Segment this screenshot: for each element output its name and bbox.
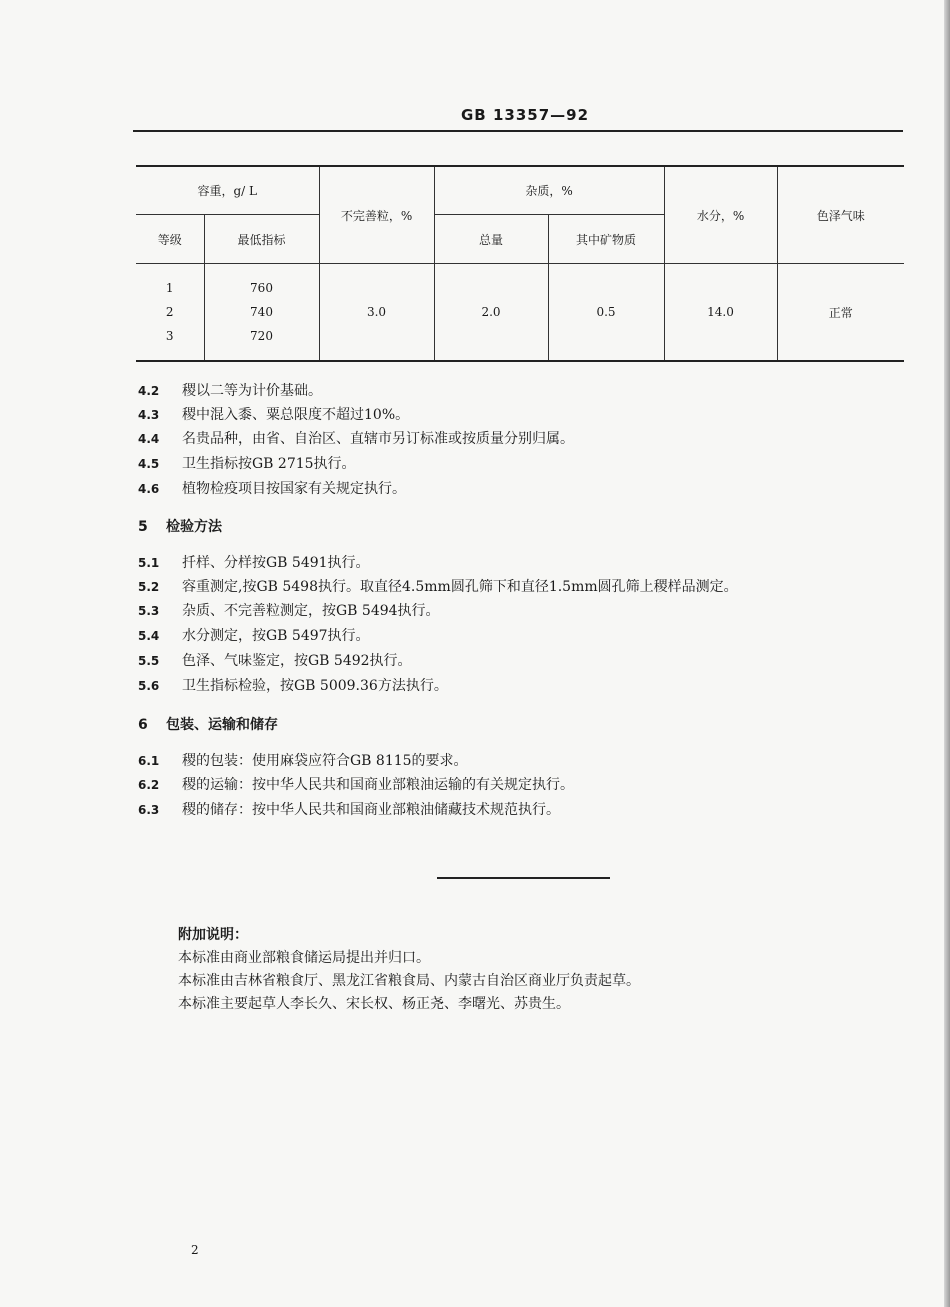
min-index-cell [204,264,319,362]
quality-spec-table [136,165,904,362]
notes-line: 本标准主要起草人李长久、宋长权、杨正尧、李曙光、苏贵生。 [178,996,570,1012]
grade-cell [136,264,204,362]
header-imperfect: 不完善粒，% [319,166,434,264]
notes-title: 附加说明： [178,927,248,943]
page-edge [944,0,950,1307]
clause: 4.5 卫生指标按GB 2715执行。 [138,456,356,472]
section-heading: 5 检验方法 [138,519,222,535]
clause: 5.4 水分测定，按GB 5497执行。 [138,628,370,644]
clause: 6.1 稷的包装：使用麻袋应符合GB 8115的要求。 [138,753,468,769]
clause: 5.3 杂质、不完善粒测定，按GB 5494执行。 [138,603,440,619]
notes-line: 本标准由吉林省粮食厅、黑龙江省粮食局、内蒙古自治区商业厅负责起草。 [178,973,640,989]
min-index-value: 720 [250,329,273,343]
clause: 4.4 名贵品种，由省、自治区、直辖市另订标准或按质量分别归属。 [138,431,574,447]
header-color-odor: 色泽气味 [777,166,904,264]
grade-value: 3 [165,329,174,343]
notes-line: 本标准由商业部粮食储运局提出并归口。 [178,950,430,966]
header-grade: 等级 [136,215,204,264]
min-index-value: 760 [250,281,273,295]
header-mineral: 其中矿物质 [548,215,664,264]
impurity-total-value: 2.0 [434,264,548,362]
header-moisture: 水分，% [664,166,777,264]
clause: 4.2 稷以二等为计价基础。 [138,383,322,399]
clause: 4.6 植物检疫项目按国家有关规定执行。 [138,481,406,497]
clause: 5.2 容重测定,按GB 5498执行。取直径4.5mm圆孔筛下和直径1.5mm圆孔筛上稷样品测定。 [138,579,738,595]
end-rule [437,877,610,879]
standard-code: GB 13357—92 [460,106,590,124]
clause: 4.3 稷中混入黍、粟总限度不超过10%。 [138,407,410,423]
clause: 5.6 卫生指标检验，按GB 5009.36方法执行。 [138,678,448,694]
mineral-value: 0.5 [548,264,664,362]
header-min-index: 最低指标 [204,215,319,264]
clause: 5.5 色泽、气味鉴定，按GB 5492执行。 [138,653,412,669]
grade-value: 2 [165,305,174,319]
header-impurity: 杂质，% [434,166,664,215]
section-heading: 6 包装、运输和储存 [138,717,278,733]
clause: 6.2 稷的运输：按中华人民共和国商业部粮油运输的有关规定执行。 [138,777,574,793]
min-index-value: 740 [250,305,273,319]
page-number: 2 [191,1243,199,1257]
moisture-value: 14.0 [664,264,777,362]
color-odor-value: 正常 [777,264,904,362]
header-capacity: 容重，g/ L [136,166,319,215]
header-total: 总量 [434,215,548,264]
clause: 6.3 稷的储存：按中华人民共和国商业部粮油储藏技术规范执行。 [138,802,560,818]
header-rule [133,130,903,132]
clause: 5.1 扦样、分样按GB 5491执行。 [138,555,370,571]
grade-value: 1 [165,281,174,295]
imperfect-value: 3.0 [319,264,434,362]
